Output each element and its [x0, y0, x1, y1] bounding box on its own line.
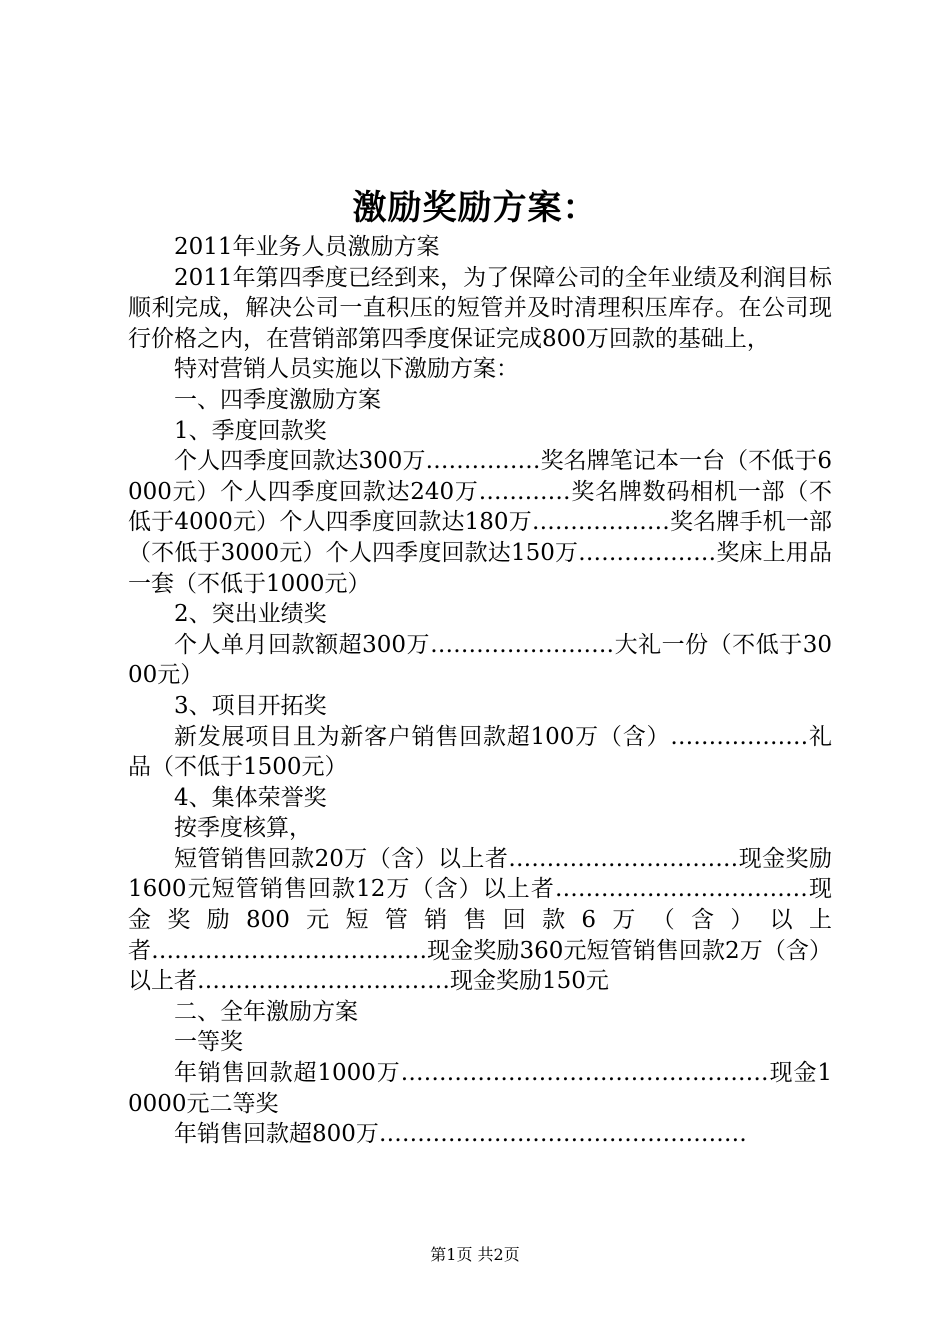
- paragraph-performance-award: 个人单月回款额超300万……………………大礼一份（不低于3000元）: [128, 631, 832, 689]
- subsection-heading-quarterly: 1、季度回款奖: [174, 417, 327, 444]
- subsection-heading-project: 3、项目开拓奖: [174, 692, 327, 719]
- subsection-heading-performance: 2、突出业绩奖: [174, 601, 327, 628]
- paragraph-team-awards: 短管销售回款20万（含）以上者…………………………现金奖励1600元短管销售回款12万（含）以上者……………………………现金奖励800元短管销售回款6万（含）以上者………………………………现金奖励360元短管销售回款2万（含）以上者……………………………现金奖励150元: [128, 845, 832, 995]
- paragraph-plan-heading: 2011年业务人员激励方案: [174, 234, 440, 260]
- paragraph-quarterly-awards: 个人四季度回款达300万……………奖名牌笔记本一台（不低于6000元）个人四季度回款达240万…………奖名牌数码相机一部（不低于4000元）个人四季度回款达180万………………奖名牌手机一部（不低于3000元）个人四季度回款达150万………………奖床上用品一套（不低于1000元）: [128, 448, 832, 597]
- paragraph-project-award: 新发展项目且为新客户销售回款超100万（含）………………礼品（不低于1500元）: [128, 723, 832, 781]
- paragraph-first-prize: 年销售回款超1000万…………………………………………现金10000元二等奖: [128, 1060, 832, 1117]
- section-heading-annual: 二、全年激励方案: [174, 998, 358, 1025]
- paragraph-intro-2: 特对营销人员实施以下激励方案：: [174, 356, 519, 383]
- subsection-heading-first-prize: 一等奖: [174, 1029, 243, 1056]
- section-heading-q4: 一、四季度激励方案: [174, 386, 381, 413]
- paragraph-intro: 2011年第四季度已经到来，为了保障公司的全年业绩及利润目标顺利完成，解决公司一直积压的短管并及时清理积压库存。在公司现行价格之内，在营销部第四季度保证完成800万回款的基础上，: [128, 264, 832, 352]
- document-body: [128, 232, 832, 1150]
- subsection-heading-team: 4、集体荣誉奖: [174, 784, 327, 811]
- page-footer: 第1页 共2页: [430, 1245, 520, 1264]
- paragraph-second-prize: 年销售回款超800万…………………………………………: [174, 1121, 747, 1148]
- paragraph-team-basis: 按季度核算，: [174, 815, 312, 842]
- document-title: 激励奖励方案：: [352, 188, 598, 228]
